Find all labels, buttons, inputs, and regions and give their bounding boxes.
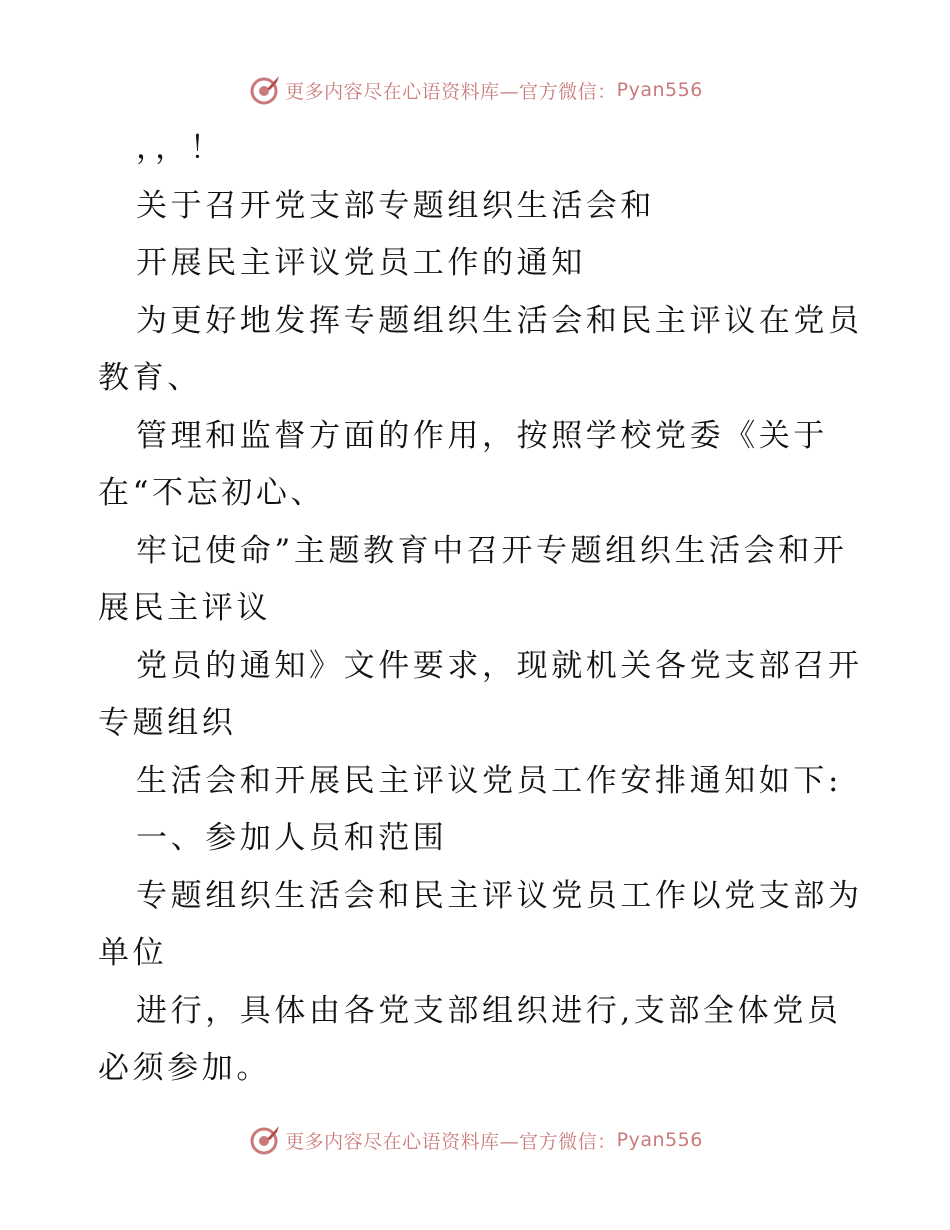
text-line: 为更好地发挥专题组织生活会和民主评议在党员: [136, 302, 863, 339]
watermark-text: 更多内容尽在心语资料库—官方微信：: [285, 80, 617, 103]
text-line: 牢记使命”主题教育中召开专题组织生活会和开: [136, 532, 848, 569]
text-line: 党员的通知》文件要求，现就机关各党支部召开: [136, 647, 863, 684]
footer-watermark: [0, 1120, 950, 1160]
text-line: 专题组织生活会和民主评议党员工作以党支部为: [136, 877, 863, 914]
watermark-id: Pyan556: [616, 79, 703, 101]
text-line: 教育、: [98, 360, 202, 396]
notice-title-line-2: 开展民主评议党员工作的通知: [136, 245, 586, 281]
text-line: 生活会和开展民主评议党员工作安排通知如下:: [136, 762, 843, 799]
header-watermark: [0, 70, 950, 110]
watermark-id: Pyan556: [616, 1129, 703, 1151]
text-line: 必须参加。: [98, 1050, 271, 1086]
text-line: 专题组织: [98, 705, 237, 741]
quill-seal-icon: [247, 73, 281, 107]
text-line: 管理和监督方面的作用，按照学校党委《关于: [136, 417, 828, 454]
section-heading: 一、参加人员和范围: [136, 820, 448, 856]
text-line: 展民主评议: [98, 590, 271, 626]
text-line: 进行，具体由各党支部组织进行,支部全体党员: [136, 992, 842, 1029]
watermark-text: 更多内容尽在心语资料库—官方微信：: [285, 1130, 617, 1153]
text-line: ，，！: [136, 130, 225, 166]
text-line: 单位: [98, 935, 168, 971]
notice-title-line-1: 关于召开党支部专题组织生活会和: [136, 187, 655, 224]
quill-seal-icon: [247, 1123, 281, 1157]
text-line: 在“不忘初心、: [98, 475, 326, 511]
document-body: [98, 120, 863, 1098]
